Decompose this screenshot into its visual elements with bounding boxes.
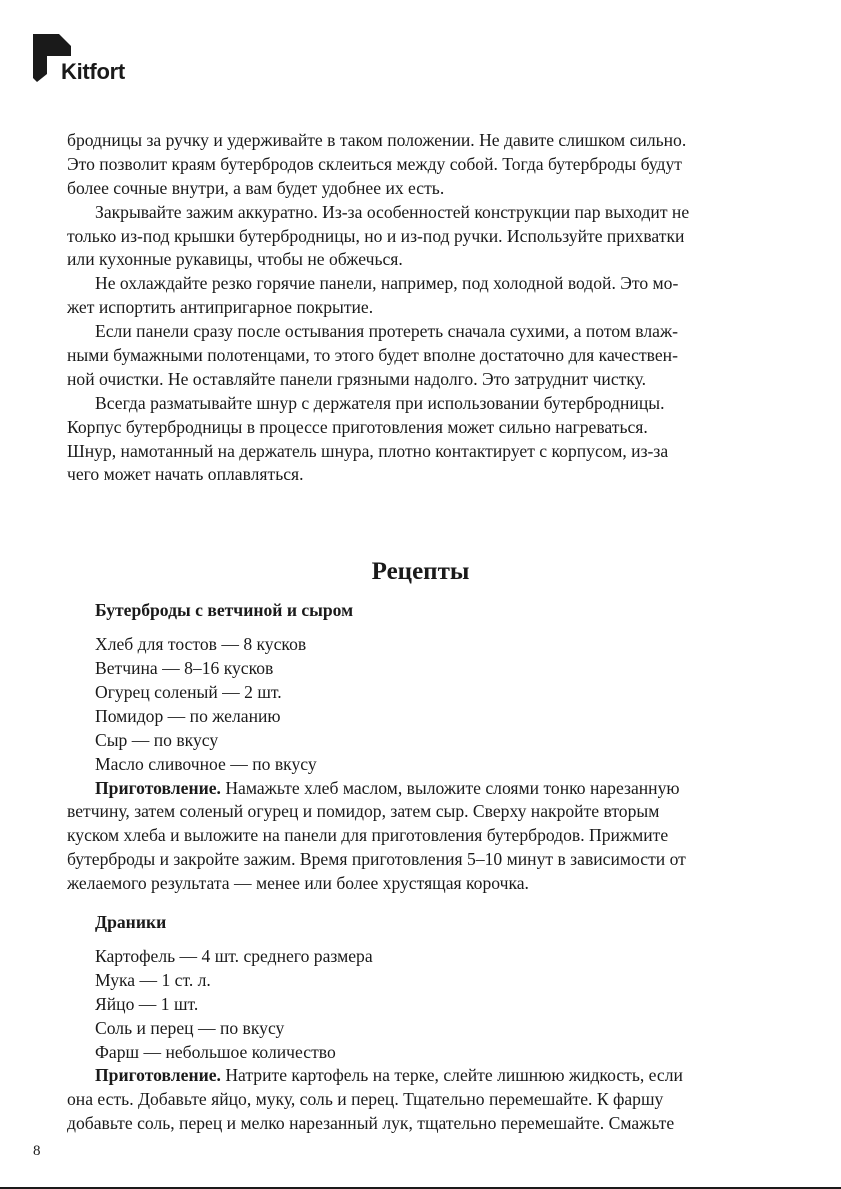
paragraph-line: жет испортить антипригарное покрытие.	[67, 297, 374, 318]
intro-text	[67, 129, 777, 487]
preparation-text: Намажьте хлеб маслом, выложите слоями тонко нарезанную	[220, 777, 680, 798]
ingredient-item: Сыр — по вкусу	[95, 730, 219, 751]
preparation-text: Натрите картофель на терке, слейте лишнюю жидкость, если	[220, 1065, 683, 1086]
preparation-first-line	[67, 1064, 777, 1088]
ingredient-item: Огурец соленый — 2 шт.	[95, 682, 282, 703]
paragraph-line: ветчину, затем соленый огурец и помидор, затем сыр. Сверху накройте вторым	[67, 801, 660, 822]
paragraph-line: Всегда разматывайте шнур с держателя при использовании бутербродницы.	[95, 392, 665, 413]
paragraph-line: ной очистки. Не оставляйте панели грязными надолго. Это затруднит чистку.	[67, 368, 647, 389]
recipe-draniki	[67, 910, 777, 1136]
paragraph-line: бродницы за ручку и удерживайте в таком положении. Не давите слишком сильно.	[67, 130, 687, 150]
paragraph-line: желаемого результата — менее или более хрустящая корочка.	[67, 873, 529, 894]
preparation-body	[67, 800, 777, 896]
paragraph-line: ными бумажными полотенцами, то этого будет вполне достаточно для качествен-	[67, 345, 678, 366]
brand-logo	[33, 34, 143, 86]
recipe-title: Бутерброды с ветчиной и сыром	[95, 600, 354, 620]
paragraph-line: Шнур, намотанный на держатель шнура, плотно контактирует с корпусом, из-за	[67, 440, 669, 461]
ingredient-item: Яйцо — 1 шт.	[95, 994, 199, 1015]
paragraph-line: Закрывайте зажим аккуратно. Из-за особенностей конструкции пар выходит не	[95, 201, 690, 222]
ingredient-item: Ветчина — 8–16 кусков	[95, 658, 274, 679]
ingredient-item: Соль и перец — по вкусу	[95, 1018, 285, 1039]
ingredient-list	[67, 632, 777, 777]
section-title: Рецепты	[371, 558, 470, 585]
preparation-body	[67, 1088, 777, 1136]
ingredient-item: Картофель — 4 шт. среднего размера	[95, 946, 373, 966]
preparation-label: Приготовление.	[95, 777, 221, 798]
paragraph-line: она есть. Добавьте яйцо, муку, соль и перец. Тщательно перемешайте. К фаршу	[67, 1089, 664, 1110]
paragraph-line: Это позволит краям бутербродов склеиться между собой. Тогда бутерброды будут	[67, 153, 682, 174]
paragraph-line: добавьте соль, перец и мелко нарезанный лук, тщательно перемешайте. Смажьте	[67, 1113, 675, 1134]
recipe-ham-cheese	[67, 598, 777, 896]
ingredient-list	[67, 944, 777, 1064]
preparation-first-line	[67, 777, 777, 801]
recipe-title: Драники	[95, 912, 167, 932]
ingredient-item: Помидор — по желанию	[95, 706, 281, 727]
paragraph-line: Корпус бутербродницы в процессе приготовления может сильно нагреваться.	[67, 416, 648, 437]
ingredient-item: Мука — 1 ст. л.	[95, 970, 211, 991]
preparation-label: Приготовление.	[95, 1065, 221, 1086]
ingredient-item: Масло сливочное — по вкусу	[95, 754, 317, 775]
paragraph-line: более сочные внутри, а вам будет удобнее их есть.	[67, 177, 445, 198]
paragraph-line: чего может начать оплавляться.	[67, 464, 304, 485]
paragraph-line: бутерброды и закройте зажим. Время приготовления 5–10 минут в зависимости от	[67, 849, 686, 870]
paragraph-line: Не охлаждайте резко горячие панели, например, под холодной водой. Это мо-	[95, 273, 679, 294]
ingredient-item: Хлеб для тостов — 8 кусков	[95, 634, 307, 654]
page-number: 8	[33, 1143, 41, 1159]
paragraph-line: куском хлеба и выложите на панели для приготовления бутербродов. Прижмите	[67, 825, 669, 846]
paragraph-line: или кухонные рукавицы, чтобы не обжечься.	[67, 249, 403, 270]
paragraph-line: только из-под крышки бутербродницы, но и из-под ручки. Используйте прихватки	[67, 225, 685, 246]
ingredient-item: Фарш — небольшое количество	[95, 1042, 336, 1063]
paragraph-line: Если панели сразу после остывания протереть сначала сухими, а потом влаж-	[95, 321, 678, 342]
brand-name: Kitfort	[61, 59, 125, 84]
